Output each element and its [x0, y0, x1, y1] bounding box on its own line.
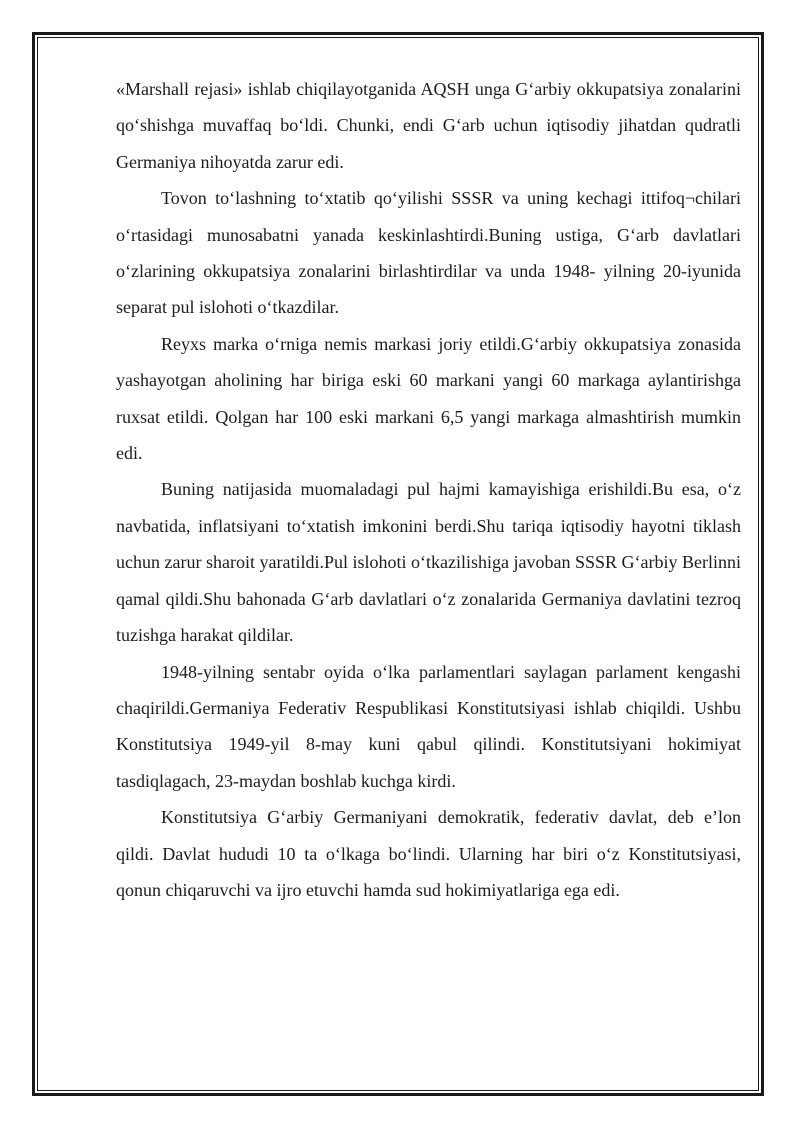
paragraph-6: Konstitutsiya G‘arbiy Germaniyani demokratik, federativ davlat, deb e’lon qildi. Davlat hududi 10 ta o‘lkaga bo‘lindi. Ularning har biri o‘z Konstitutsiyasi, qonun chiqaruvchi va ijro etuvchi hamda sud hokimiyatlariga ega edi. [116, 807, 741, 900]
paragraph-4: Buning natijasida muomaladagi pul hajmi kamayishiga erishildi.Bu esa, o‘z navbatida, inflatsiyani to‘xtatish imkonini berdi.Shu tariqa iqtisodiy hayotni tiklash uchun zarur sharoit yaratildi.Pul islohoti o‘tkazilishiga javoban SSSR G‘arbiy Berlinni qamal qildi.Shu bahonada G‘arb davlatlari o‘z zonalarida Germaniya davlatini tezroq tuzishga harakat qildilar. [116, 479, 741, 646]
paragraph-5: 1948-yilning sentabr oyida o‘lka parlamentlari saylagan parlament kengashi chaqirildi.Germaniya Federativ Respublikasi Konstitutsiyasi ishlab chiqildi. Ushbu Konstitutsiya 1949-yil 8-may kuni qabul qilindi. Konstitutsiyani hokimiyat tasdiqlagach, 23-maydan boshlab kuchga kirdi. [116, 661, 741, 791]
paragraph-1: «Marshall rejasi» ishlab chiqilayotganida AQSH unga G‘arbiy okkupatsiya zonalarini qo‘shishga muvaffaq bo‘ldi. Chunki, endi G‘arb uchun iqtisodiy jihatdan qudratli Germaniya nihoyatda zarur edi. [116, 79, 741, 172]
paragraph-2: Tovon to‘lashning to‘xtatib qo‘yilishi SSSR va uning kechagi ittifoq¬chilari o‘rtasidagi munosabatni yanada keskinlashtirdi.Buning ustiga, G‘arb davlatlari o‘zlarining okkupatsiya zonalarini birlashtirdilar va unda 1948- yilning 20-iyunida separat pul islohoti o‘tkazdilar. [116, 188, 741, 318]
paragraph-3: Reyxs marka o‘rniga nemis markasi joriy etildi.G‘arbiy okkupatsiya zonasida yashayotgan aholining har biriga eski 60 markani yangi 60 markaga aylantirishga ruxsat etildi. Qolgan har 100 eski markani 6,5 yangi markaga almashtirish mumkin edi. [116, 333, 741, 464]
document-body [116, 71, 741, 908]
